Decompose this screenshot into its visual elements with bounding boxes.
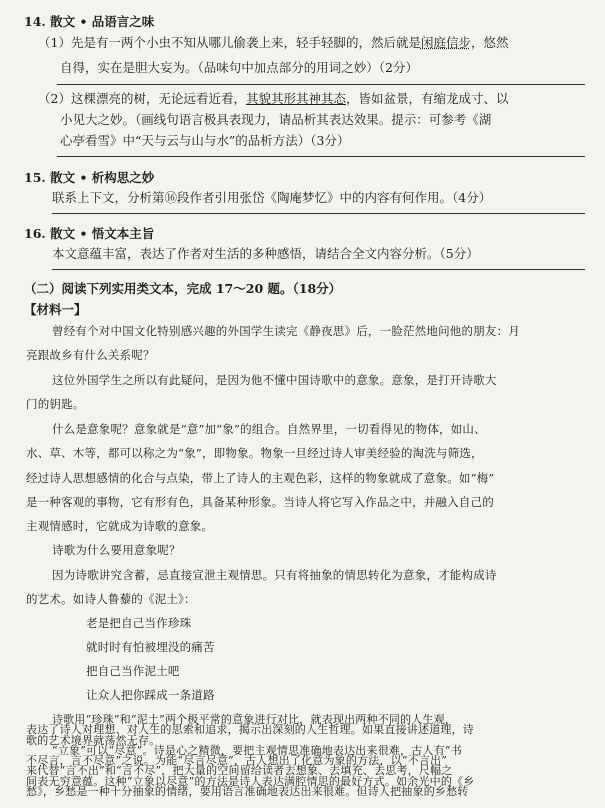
q14-part2-line2: 小见大之妙。（画线句语言极具表现力，请品析其表达效果。提示：可参考《湖 xyxy=(60,112,492,127)
q14-part2-line1: （2）这棵漂亮的树，无论远看近看，其貌其形其神其态，皆如盆景，有缩龙成寸、以 xyxy=(38,91,509,106)
q15-title: 15. 散文 • 析构思之妙 xyxy=(24,170,155,185)
passage-line: 不尽言，言不尽意”之说。为能“尽言尽意”，古人想出了化意为象的方法，以“不言出” xyxy=(26,754,448,768)
passage-line: 间表无穷意蕴。这种“立象以尽意”的方法是诗人表达满腔情思的最好方式。如余光中的《乡 xyxy=(26,774,475,788)
answer-line xyxy=(57,84,585,85)
passage-line: 这位外国学生之所以有此疑问，是因为他不懂中国诗歌中的意象。意象，是打开诗歌大 xyxy=(52,373,497,387)
passage-line: 经过诗人思想感情的化合与点染，带上了诗人的主观色彩，这样的物象就成了意象。如“梅” xyxy=(26,471,495,485)
q15-question: 联系上下文，分析第⑯段作者引用张岱《陶庵梦忆》中的内容有何作用。（4分） xyxy=(52,190,492,205)
q14-title: 14. 散文 • 品语言之味 xyxy=(24,14,155,29)
passage-line: 水、草、木等，都可以称之为“象”，即物象。物象一旦经过诗人审美经验的淘洗与筛选， xyxy=(26,446,483,460)
passage-line: 愁》，乡愁是一种十分抽象的情绪，要用语言准确地表达出来很难。但诗人把抽象的乡愁转 xyxy=(26,785,469,798)
passage-line: 什么是意象呢？意象就是“意”加“象”的组合。自然界里，一切看得见的物体，如山、 xyxy=(52,422,486,436)
poem-line: 老是把自己当作珍珠 xyxy=(86,616,192,630)
passage-line: 主观情感时，它就成为诗歌的意象。 xyxy=(26,519,214,533)
passage-line: 诗歌为什么要用意象呢？ xyxy=(52,543,181,557)
q14-underlined-phrase: 其貌其形其神其态 xyxy=(245,91,346,106)
passage-line: 曾经有个对中国文化特别感兴趣的外国学生读完《静夜思》后，一脸茫然地问他的朋友：月 xyxy=(52,324,520,338)
answer-line xyxy=(52,213,585,214)
passage-line: “立象”可以“尽意”。诗是心之精微，要把主观情思准确地表达出来很难，古人有“书 xyxy=(52,743,462,757)
answer-line xyxy=(52,269,585,270)
section-heading: （二）阅读下列实用类文本，完成 17～20 题。（18分） xyxy=(24,281,342,296)
answer-line xyxy=(57,156,585,157)
q16-question: 本文意蕴丰富，表达了作者对生活的多种感悟，请结合全文内容分析。（5分） xyxy=(52,246,479,261)
passage-line: 歌的艺术境界就荡然无存。 xyxy=(26,733,161,747)
passage-line: 诗歌用“珍珠”和“泥土”两个极平常的意象进行对比，就表现出两种不同的人生观， xyxy=(52,713,457,726)
poem-line: 让众人把你踩成一条道路 xyxy=(86,688,215,702)
passage-line: 来代替“言不出”和“言不尽”，把大量的空间留给读者去想象、去填充、去思考，尺幅之 xyxy=(26,764,453,778)
q14-part2-line3: 心亭看雪》中“天与云与山与水”的品析方法）（3分） xyxy=(60,133,350,148)
passage-line: 的艺术。如诗人鲁藜的《泥土》： xyxy=(26,592,196,606)
passage-line: 表达了诗人对理想、对人生的思索和追求，揭示出深刻的人生哲理。如果直接讲述道理，诗 xyxy=(26,723,474,737)
poem-line: 把自己当作泥土吧 xyxy=(86,664,180,678)
q16-title: 16. 散文 • 悟文本主旨 xyxy=(24,226,155,241)
material-label: 【材料一】 xyxy=(24,302,87,317)
passage-line: 门的钥匙。 xyxy=(26,397,85,411)
q14-part1-line2: 自得，实在是胆大妄为。（品味句中加点部分的用词之妙）（2分） xyxy=(60,60,418,75)
passage-line: 是一种客观的事物，它有形有色，具备某种形象。当诗人将它写入作品之中，并融入自己的 xyxy=(26,495,494,509)
q14-dotted-phrase: 闲庭信步 xyxy=(420,35,471,50)
passage-line: 亮跟故乡有什么关系呢？ xyxy=(26,348,155,362)
poem-line: 就时时有怕被埋没的痛苦 xyxy=(86,640,215,654)
passage-line: 因为诗歌讲究含蓄，忌直接宣泄主观情思。只有将抽象的情思转化为意象，才能构成诗 xyxy=(52,568,497,582)
q14-part1-line1: （1）先是有一两个小虫不知从哪儿偷袭上来，轻手轻脚的，然后就是闲庭信步，悠然 xyxy=(38,35,509,50)
